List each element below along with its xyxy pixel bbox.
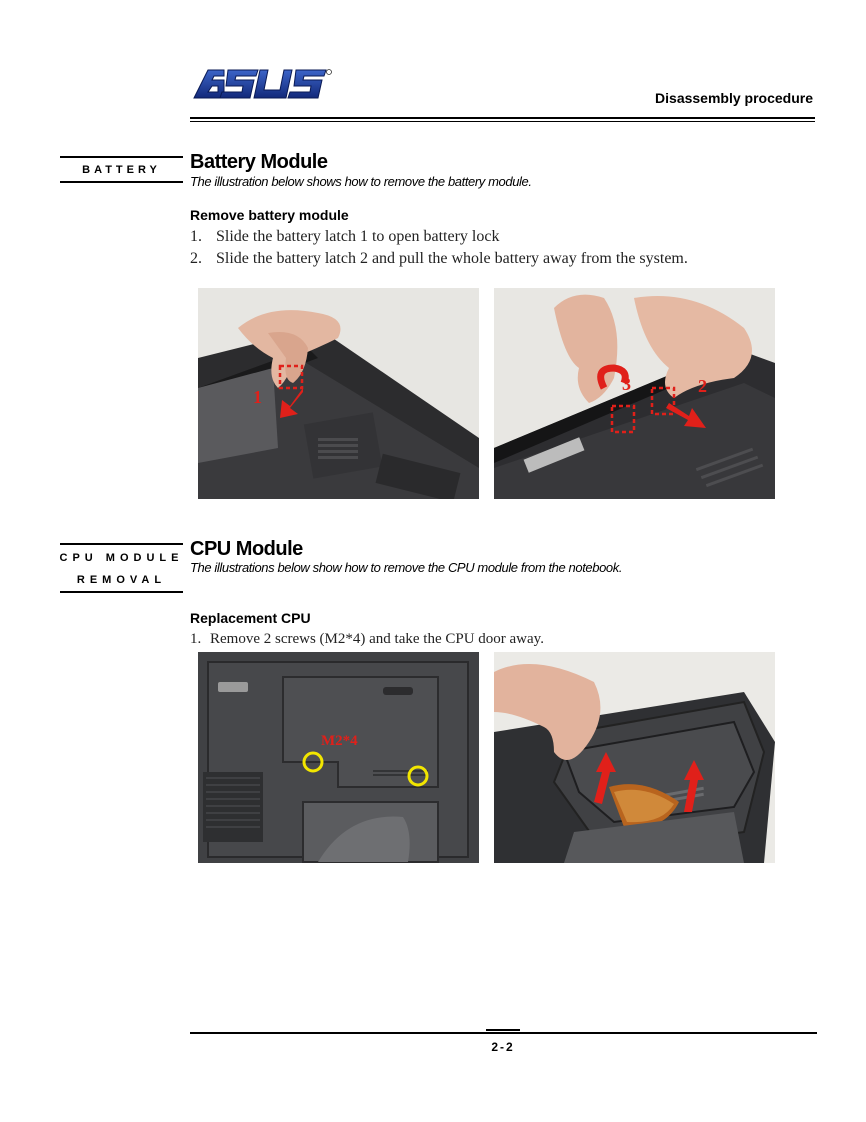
battery-step-1 [190, 228, 499, 246]
cpu-side-rule-bottom [60, 591, 183, 593]
cpu-intro: The illustrations below show how to remove the CPU module from the notebook. [190, 560, 623, 575]
battery-side-rule-top [60, 156, 183, 158]
step-text: Slide the battery latch 1 to open battery lock [216, 228, 500, 245]
header-rule [190, 117, 815, 119]
asus-logo-graphic [190, 64, 335, 104]
battery-title: Battery Module [190, 151, 328, 173]
battery-photo-2 [494, 288, 775, 499]
footer-rule [190, 1032, 817, 1034]
battery-subheading: Remove battery module [190, 207, 349, 223]
photo-label-3: 3 [622, 374, 631, 394]
step-text: Slide the battery latch 2 and pull the whole battery away from the system. [216, 250, 688, 267]
cpu-title: CPU Module [190, 538, 303, 560]
photo-label-2: 2 [698, 376, 707, 396]
footer-tick [486, 1029, 520, 1031]
battery-step-2 [190, 250, 688, 268]
battery-intro: The illustration below shows how to remove the battery module. [190, 174, 532, 189]
cpu-side-label-line1: CPU MODULE [59, 552, 184, 564]
asus-logo [190, 64, 335, 104]
header-title: Disassembly procedure [655, 90, 813, 106]
cpu-photo-2 [494, 652, 775, 863]
page-number: 2-2 [491, 1040, 515, 1054]
cpu-subheading: Replacement CPU [190, 610, 311, 626]
cpu-side-label-line2: REMOVAL [76, 574, 167, 586]
photo-label-1: 1 [253, 387, 262, 407]
battery-photo-1 [198, 288, 479, 499]
step-text: Remove 2 screws (M2*4) and take the CPU door away. [210, 631, 544, 647]
battery-side-label: BATTERY [82, 164, 161, 176]
screw-label: M2*4 [321, 733, 358, 749]
step-number: 2. [190, 250, 202, 267]
cpu-step-1 [190, 631, 544, 648]
step-number: 1. [190, 228, 202, 245]
cpu-side-rule-top [60, 543, 183, 545]
cpu-photo-1 [198, 652, 479, 863]
battery-side-rule-bottom [60, 181, 183, 183]
header-rule-thin [190, 121, 815, 122]
step-number: 1. [190, 631, 202, 647]
